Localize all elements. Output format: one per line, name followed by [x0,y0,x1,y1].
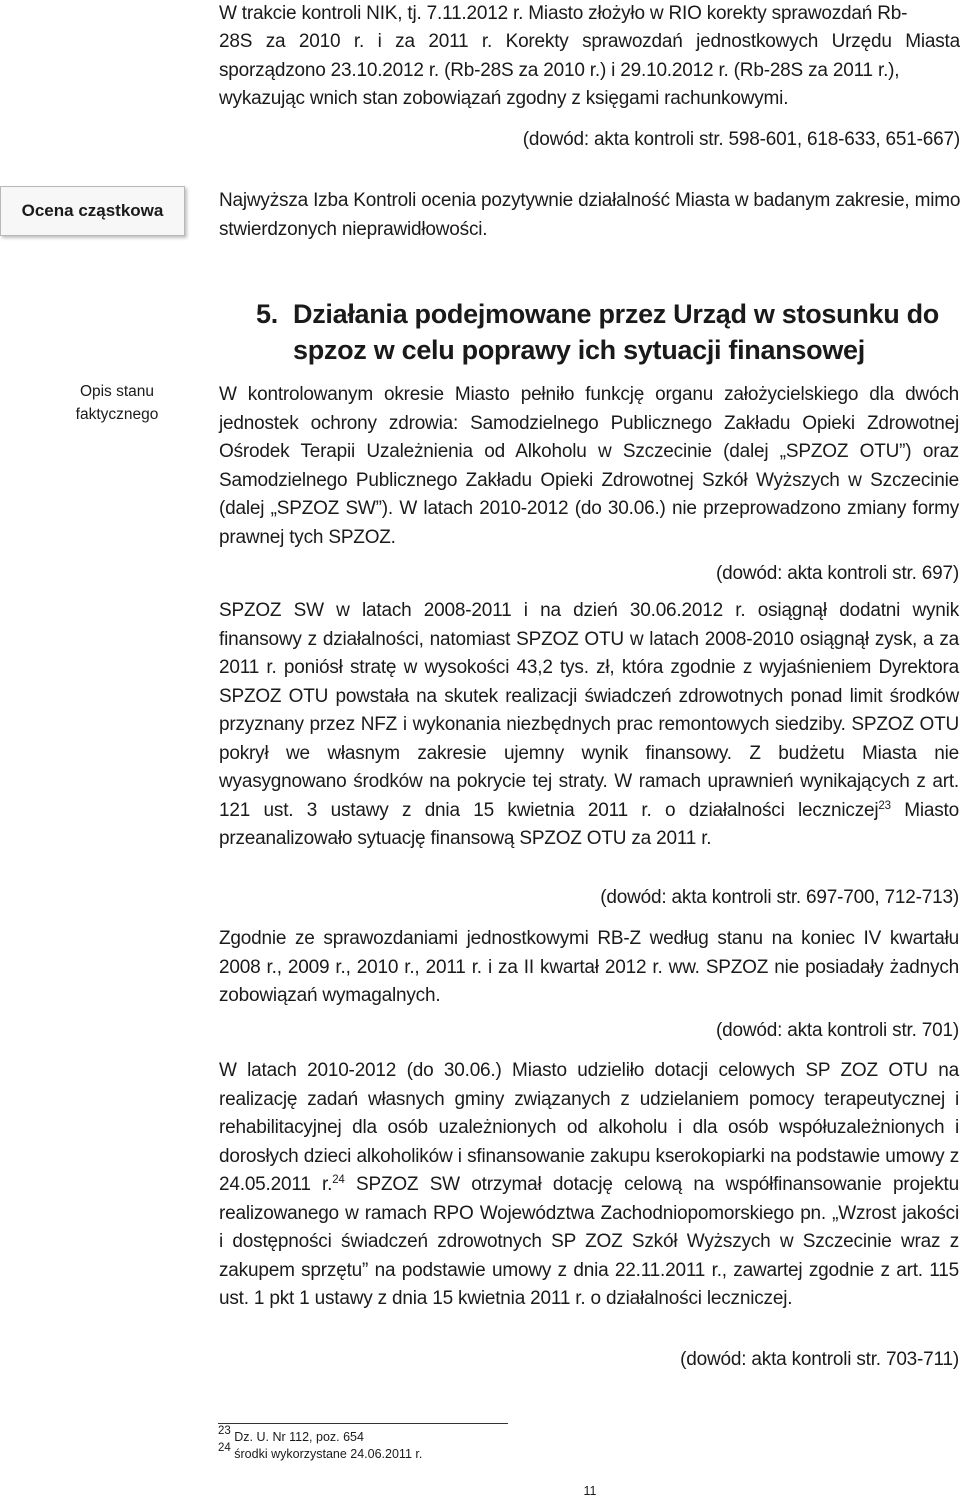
paragraph-4 [219,1057,959,1314]
paragraph-2-text-a: SPZOZ SW w latach 2008-2011 i na dzień 30.06.2012 r. osiągnął dodatni wynik finansowy z działalności, natomiast SPZOZ OTU w latach 2008-2010 osiągnął zysk, a za 2011 r. poniósł stratę w wysokości 43,2 tys. zł, która zgodnie z wyjaśnieniem Dyrektora SPZOZ OTU powstała na skutek realizacji świadczeń zdrowotnych ponad limit środków przyznany przez NFZ i wykonania niezbędnych prac remontowych siedziby. SPZOZ OTU pokrył we własnym zakresie ujemny wynik finansowy. Z budżetu Miasta nie wyasygnowano środków na pokrycie tej straty. W ramach uprawnień wynikających z art. 121 ust. 3 ustawy z dnia 15 kwietnia 2011 r. o działalności leczniczej [219,600,959,821]
ocena-czastkowa-label [0,186,185,236]
paragraph-2-text-b: Miasto przeanalizowało sytuację finansową SPZOZ OTU za 2011 r. [219,799,959,849]
paragraph-1: W kontrolowanym okresie Miasto pełniło funkcję organu założycielskiego dla dwóch jednostek ochrony zdrowia: Samodzielnego Publicznego Zakładu Opieki Zdrowotnej Ośrodek Terapii Uzależnienia od Alkoholu w Szczecinie (dalej „SPZOZ OTU”) oraz Samodzielnego Publicznego Zakładu Opieki Zdrowotnej Szkół Wyższych w Szczecinie (dalej „SPZOZ SW”). W latach 2010-2012 (do 30.06.) nie przeprowadzono zmiany formy prawnej tych SPZOZ. [219,384,959,548]
footnote-ref-23: 23 [878,799,891,812]
section-heading [256,296,960,368]
paragraph-4-text-a: W latach 2010-2012 (do 30.06.) Miasto udzieliło dotacji celowych SP ZOZ OTU na realizację zadań własnych gminy związanych z udzielaniem pomocy terapeutycznej i rehabilitacyjnej dla osób uzależnionych od alkoholu i dla osób współuzależnionych i dorosłych dzieci alkoholików i sfinansowanie zakupu kserokopiarki na podstawie umowy z 24.05.2011 r. [219,1060,959,1195]
footnote-marker: 23 [218,1425,231,1437]
ocena-text: Najwyższa Izba Kontroli ocenia pozytywnie działalność Miasta w badanym zakresie, mimo stwierdzonych nieprawidłowości. [219,190,960,240]
footnote-24 [218,1442,423,1462]
section-title-line-2: spzoz w celu poprawy ich sytuacji finansowej [293,335,865,365]
section-title-line-1: Działania podejmowane przez Urząd w stosunku do [293,299,940,329]
intro-line-2: 28S za 2010 r. i za 2011 r. Korekty sprawozdań jednostkowych Urzędu Miasta [219,31,960,52]
footnote-23 [218,1425,364,1445]
evidence-note: (dowód: akta kontroli str. 598-601, 618-633, 651-667) [522,129,960,150]
evidence-note: (dowód: akta kontroli str. 701) [715,1020,959,1041]
footnote-text: środki wykorzystane 24.06.2011 r. [230,1447,423,1461]
side-label-opis-stanu: Opis stanu faktycznego [75,383,159,423]
paragraph-3: Zgodnie ze sprawozdaniami jednostkowymi RB-Z według stanu na koniec IV kwartału 2008 r., 2009 r., 2010 r., 2011 r. i za II kwartał 2012 r. ww. SPZOZ nie posiadały żadnych zobowiązań wymagalnych. [219,928,959,1006]
intro-line-3: sporządzono 23.10.2012 r. (Rb-28S za 2010 r.) i 29.10.2012 r. (Rb-28S za 2011 r.), [219,60,900,81]
footnote-marker: 24 [218,1442,231,1454]
page-number: 11 [583,1484,597,1498]
paragraph-4-text-b: SPZOZ SW otrzymał dotację celową na współfinansowanie projektu realizowanego w ramach RPO Województwa Zachodniopomorskiego pn. „Wzrost jakości i dostępności świadczeń zdrowotnych SP ZOZ Szkół Wyższych w Szczecinie wraz z zakupem sprzętu” na podstawie umowy z dnia 22.11.2011 r., zawartej zgodnie z art. 115 ust. 1 pkt 1 ustawy z dnia 15 kwietnia 2011 r. o działalności leczniczej. [219,1174,959,1309]
evidence-note: (dowód: akta kontroli str. 697-700, 712-713) [600,887,959,908]
section-number: 5. [256,299,278,329]
intro-line-1: W trakcie kontroli NIK, tj. 7.11.2012 r. Miasto złożyło w RIO korekty sprawozdań Rb- [219,3,908,24]
footnote-text: Dz. U. Nr 112, poz. 654 [230,1430,364,1444]
evidence-note: (dowód: akta kontroli str. 703-711) [680,1349,959,1370]
evidence-note: (dowód: akta kontroli str. 697) [715,563,959,584]
footnote-ref-24: 24 [332,1174,345,1186]
intro-line-4: wykazując wnich stan zobowiązań zgodny z księgami rachunkowymi. [219,88,789,109]
paragraph-2 [219,597,959,854]
footnote-separator [218,1423,508,1424]
ocena-label-text: Ocena cząstkowa [21,201,164,220]
